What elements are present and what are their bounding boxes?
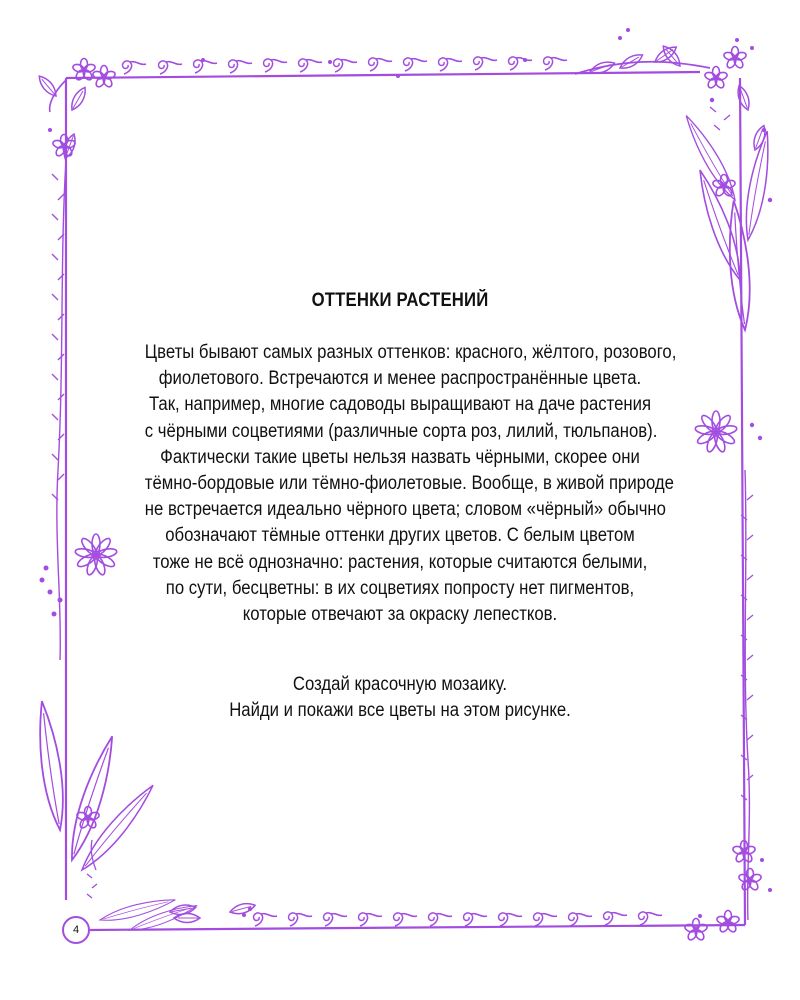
paragraph-line: фиолетового. Встречаются и менее распространённые цвета. — [158, 368, 642, 390]
paragraph-line: Фактически такие цветы нельзя назвать чёрными, скорее они — [160, 446, 640, 468]
paragraph-line: с чёрными соцветиями (различные сорта роз, лилий, тюльпанов). — [144, 420, 658, 442]
top-left-corner — [36, 73, 89, 160]
left-vine — [52, 160, 66, 660]
paragraph-line: Цветы бывают самых разных оттенков: красного, жёлтого, розового, — [144, 342, 677, 363]
page-title: ОТТЕНКИ РАСТЕНИЙ — [311, 290, 489, 311]
page-content — [110, 290, 690, 725]
bottom-vine — [99, 895, 740, 942]
paragraph-line: обозначают тёмные оттенки других цветов. С белым цветом — [165, 525, 635, 547]
instructions — [110, 672, 690, 724]
paragraph-line: тоже не всё однозначно: растения, которые считаются белыми, — [152, 551, 648, 573]
paragraph-line: которые отвечают за окраску лепестков. — [242, 604, 558, 626]
top-vine — [72, 28, 754, 89]
paragraph-line: Так, например, многие садоводы выращивают на даче растения — [148, 394, 652, 416]
paragraph — [110, 340, 690, 628]
instruction-line: Найди и покажи все цветы на этом рисунке. — [229, 700, 571, 722]
paragraph-line: по сути, бесцветны: в их соцветиях попросту нет пигментов, — [165, 577, 635, 599]
page-number: 4 — [72, 924, 80, 936]
paragraph-line: тёмно-бордовые или тёмно-фиолетовые. Вообще, в живой природе — [144, 473, 674, 495]
instruction-line: Создай красочную мозаику. — [292, 674, 508, 696]
paragraph-line: не встречается идеально чёрного цвета; словом «чёрный» обычно — [144, 499, 666, 521]
right-vine — [680, 84, 774, 920]
